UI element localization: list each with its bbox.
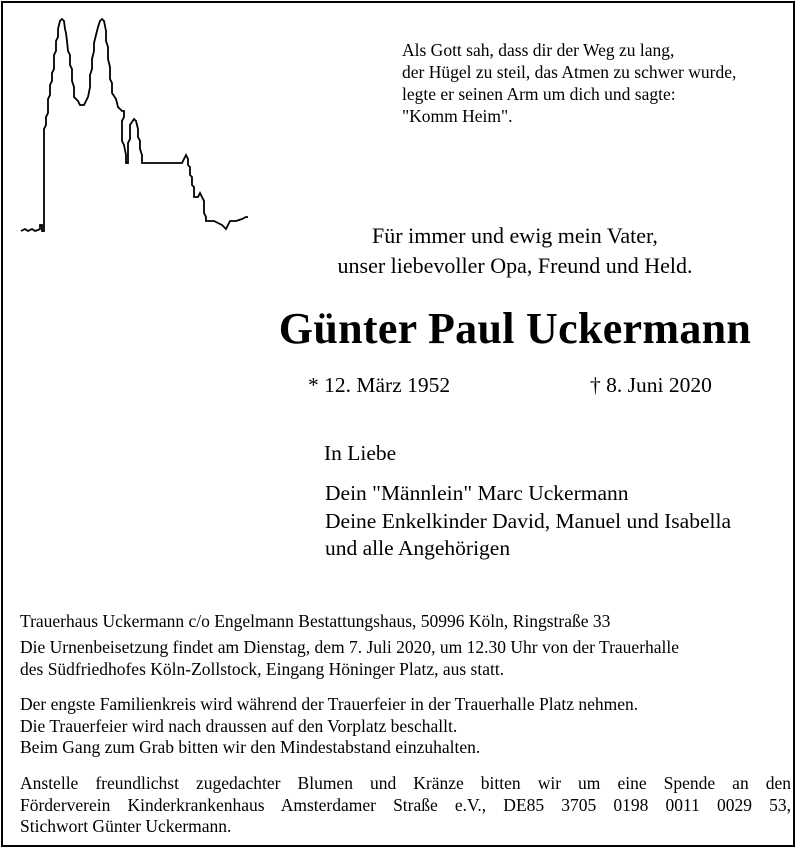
mourner-line: Deine Enkelkinder David, Manuel und Isabella [325, 508, 731, 533]
mourner-line: Dein "Männlein" Marc Uckermann [325, 481, 629, 505]
ceremony-notes [20, 694, 638, 759]
deceased-name: Günter Paul Uckermann [278, 304, 752, 353]
poem-line: Als Gott sah, dass dir der Weg zu lang, [402, 40, 675, 60]
donation-line: Stichwort Günter Uckermann. [20, 816, 232, 836]
death-date: † 8. Juni 2020 [590, 373, 712, 397]
note-line: Beim Gang zum Grab bitten wir den Mindestabstand einzuhalten. [20, 737, 481, 757]
note-line: Der engste Familienkreis wird während der Trauerfeier in der Trauerhalle Platz nehmen. [20, 694, 639, 714]
cologne-cathedral-skyline-icon [18, 17, 253, 232]
tagline-line: unser liebevoller Opa, Freund und Held. [337, 253, 693, 278]
obituary-notice [1, 1, 795, 847]
mourners-list [325, 480, 731, 563]
poem-line: der Hügel zu steil, das Atmen zu schwer wurde, [402, 62, 737, 82]
burial-info [20, 637, 679, 680]
donation-line: Anstelle freundlichst zugedachter Blumen und Kränze bitten wir um eine Spende an den [20, 773, 791, 793]
donation-line: Förderverein Kinderkrankenhaus Amsterdamer Straße e.V., DE85 3705 0198 0011 0029 53, [20, 794, 791, 815]
tagline [3, 221, 800, 281]
mourners-intro: In Liebe [324, 441, 397, 465]
note-line: Die Trauerfeier wird nach draussen auf den Vorplatz beschallt. [20, 715, 458, 736]
poem-line: "Komm Heim". [402, 106, 513, 126]
burial-line: des Südfriedhofes Köln-Zollstock, Eingang Höninger Platz, aus statt. [20, 658, 505, 679]
burial-line: Die Urnenbeisetzung findet am Dienstag, dem 7. Juli 2020, um 12.30 Uhr von der Trauerhalle [20, 637, 680, 657]
address-line: Trauerhaus Uckermann c/o Engelmann Bestattungshaus, 50996 Köln, Ringstraße 33 [20, 611, 611, 631]
poem [402, 39, 736, 127]
funeral-home-address [20, 611, 610, 633]
poem-line: legte er seinen Arm um dich und sagte: [402, 84, 676, 104]
mourner-line: und alle Angehörigen [325, 536, 511, 560]
birth-date: * 12. März 1952 [308, 373, 451, 397]
tagline-line: Für immer und ewig mein Vater, [372, 223, 658, 248]
donation-request [20, 773, 791, 838]
